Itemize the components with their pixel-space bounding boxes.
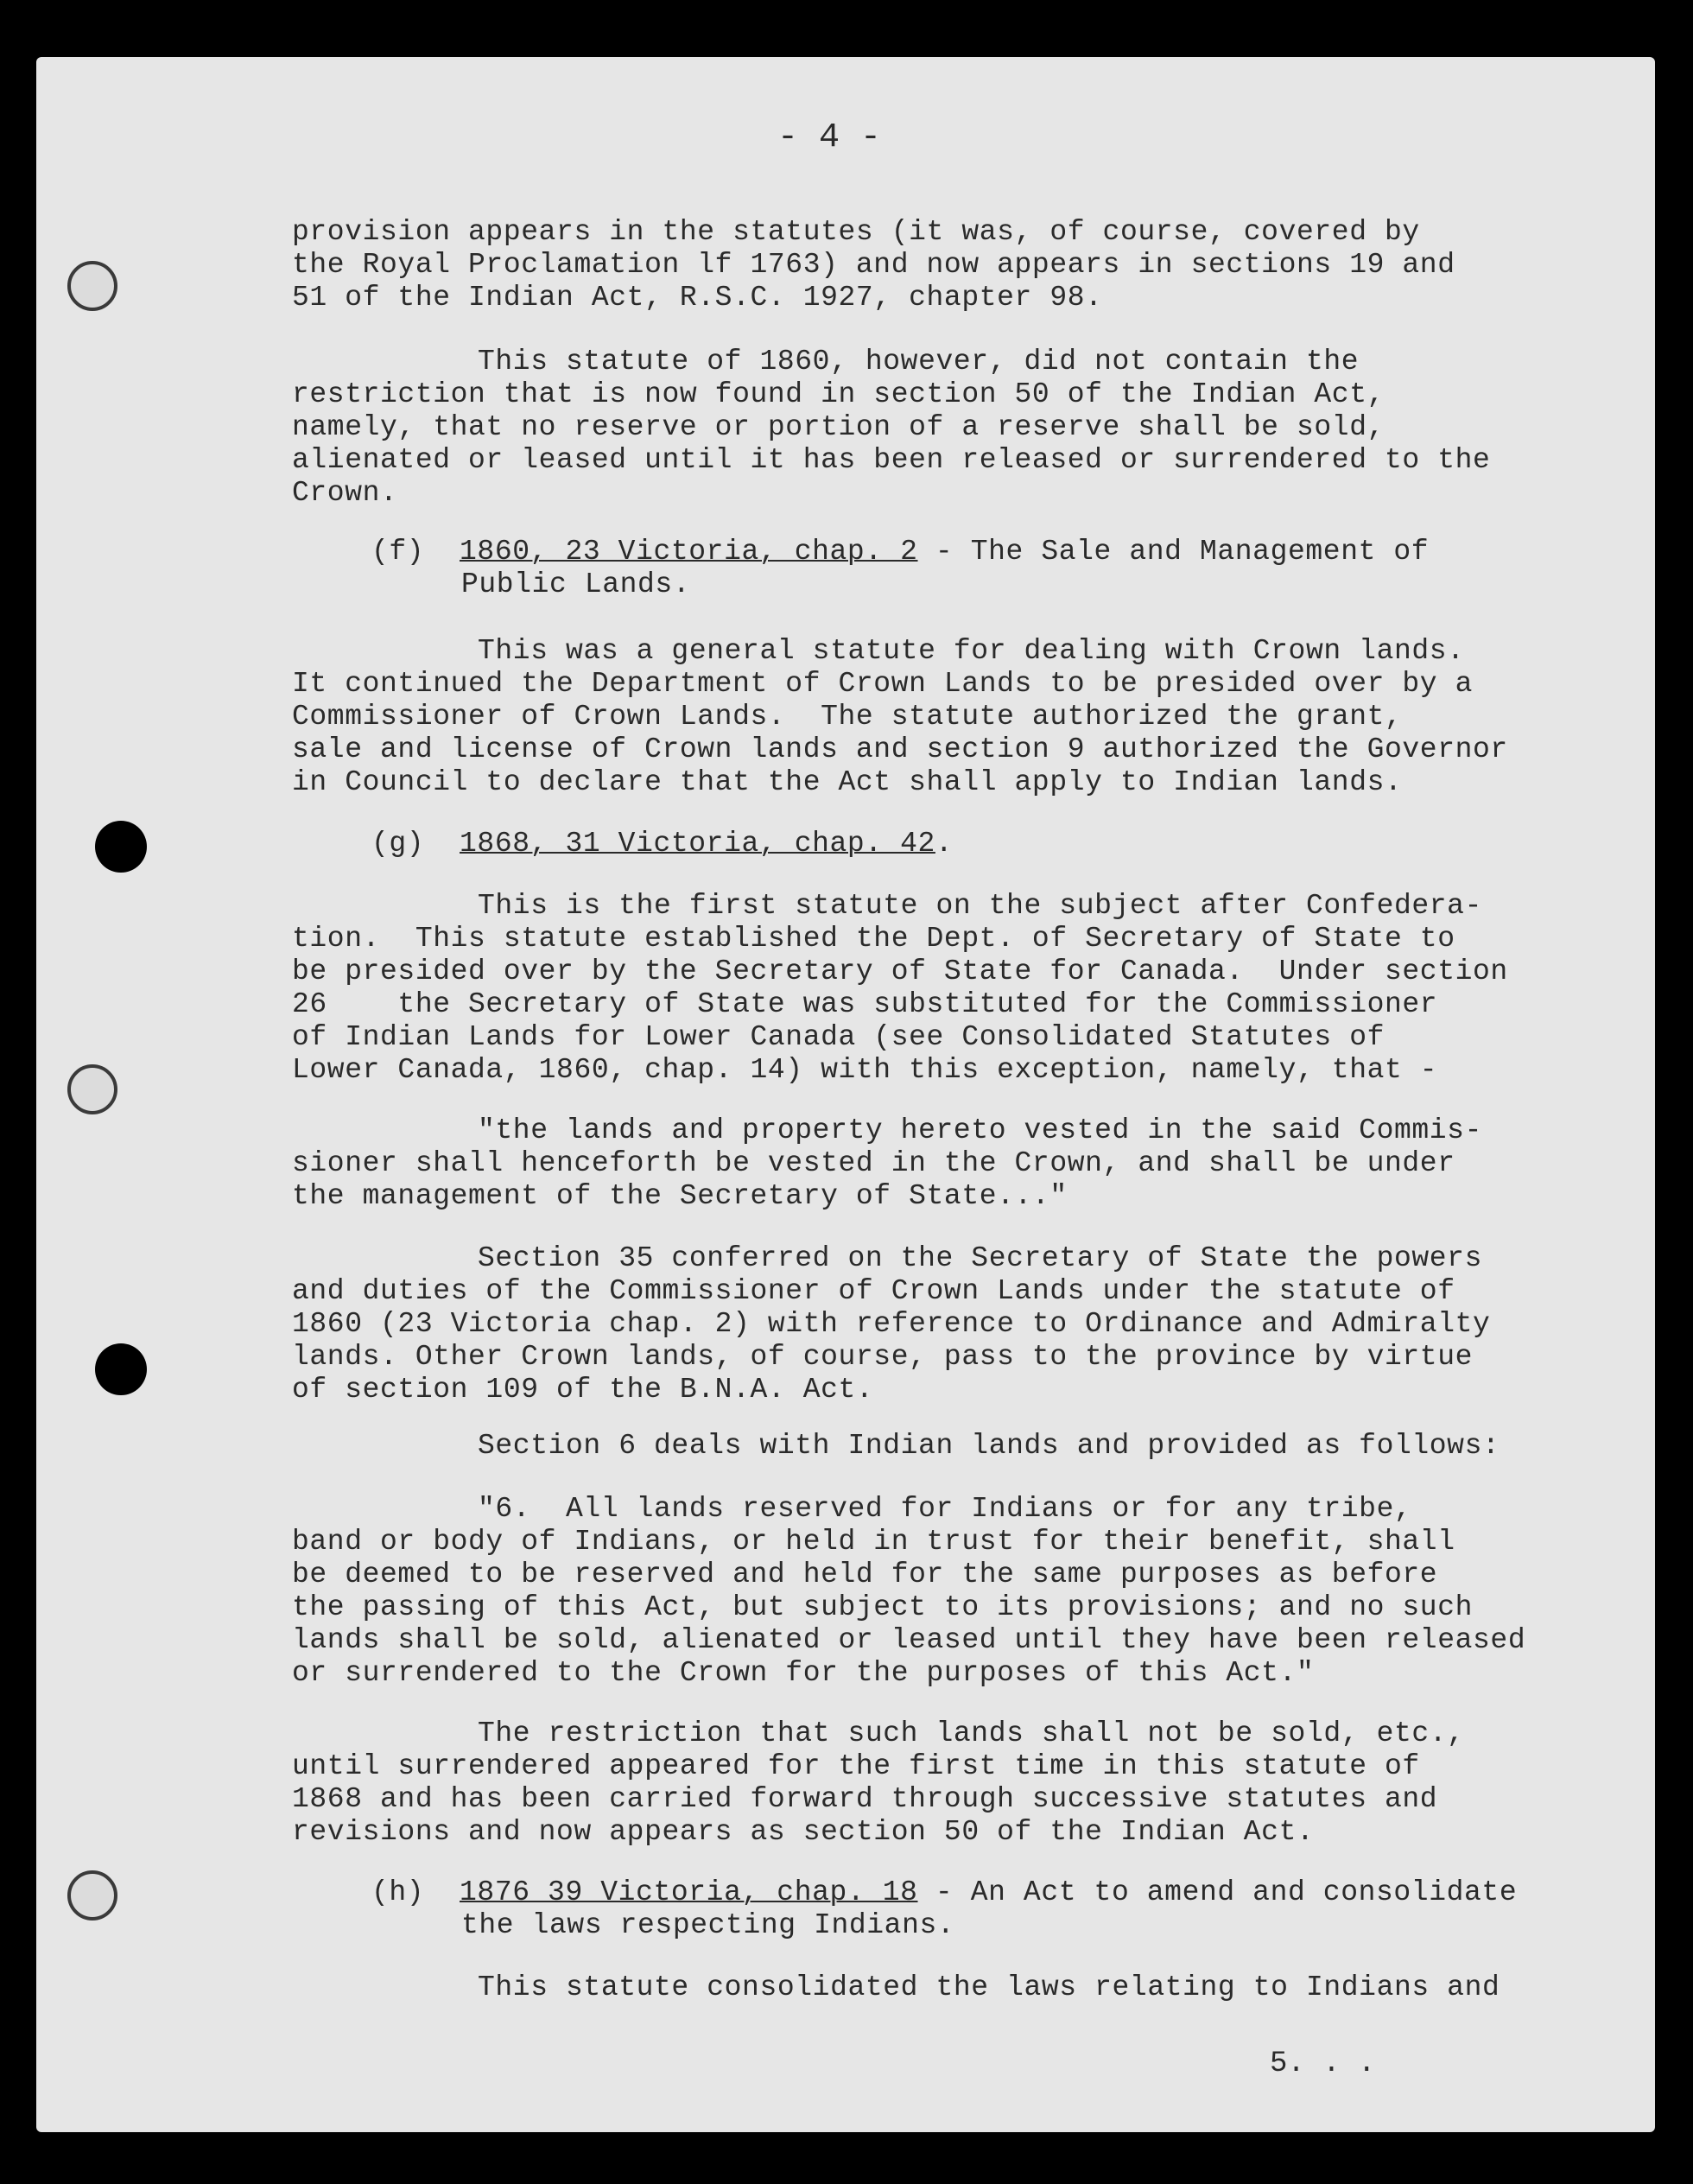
item-label: (g): [371, 828, 425, 860]
text-line: Public Lands.: [461, 568, 691, 600]
text-line: alienated or leased until it has been released or surrendered to the: [292, 444, 1491, 476]
item-f-heading: [371, 536, 1429, 568]
text-line: be presided over by the Secretary of State for Canada. Under section: [292, 956, 1508, 987]
text-line: Lower Canada, 1860, chap. 14) with this exception, namely, that -: [292, 1054, 1438, 1086]
text-line: in Council to declare that the Act shall apply to Indian lands.: [292, 766, 1403, 798]
statute-citation: 1860, 23 Victoria, chap. 2: [460, 536, 918, 568]
text-line: lands. Other Crown lands, of course, pass to the province by virtue: [292, 1341, 1474, 1373]
text-line: sale and license of Crown lands and section 9 authorized the Governor: [292, 733, 1508, 765]
text-line: of section 109 of the B.N.A. Act.: [292, 1374, 874, 1406]
quote-line: the passing of this Act, but subject to its provisions; and no such: [292, 1591, 1474, 1623]
binder-hole-open-1: [67, 261, 117, 311]
quote-line: or surrendered to the Crown for the purposes of this Act.": [292, 1657, 1315, 1689]
binder-hole-filled-1: [95, 821, 147, 873]
text-line: The restriction that such lands shall not be sold, etc.,: [478, 1717, 1465, 1749]
text-line: namely, that no reserve or portion of a reserve shall be sold,: [292, 411, 1385, 443]
page-number: - 4 -: [777, 118, 882, 157]
binder-hole-filled-2: [95, 1343, 147, 1395]
text-line: It continued the Department of Crown Lands to be presided over by a: [292, 668, 1474, 700]
statute-citation: 1876 39 Victoria, chap. 18: [460, 1876, 918, 1908]
text-line: revisions and now appears as section 50 of the Indian Act.: [292, 1816, 1315, 1848]
text-line: the laws respecting Indians.: [461, 1909, 955, 1941]
text-line: of Indian Lands for Lower Canada (see Consolidated Statutes of: [292, 1021, 1385, 1053]
statute-citation: 1868, 31 Victoria, chap. 42: [460, 828, 935, 860]
binder-hole-open-3: [67, 1870, 117, 1921]
quote-line: the management of the Secretary of State...": [292, 1180, 1068, 1212]
quote-line: be deemed to be reserved and held for the same purposes as before: [292, 1559, 1438, 1590]
text-line: This is the first statute on the subject after Confedera-: [478, 890, 1482, 922]
text-line: 51 of the Indian Act, R.S.C. 1927, chapter 98.: [292, 282, 1103, 314]
item-title: .: [935, 828, 954, 860]
item-title: - An Act to amend and consolidate: [917, 1876, 1518, 1908]
quote-line: lands shall be sold, alienated or leased until they have been released: [292, 1624, 1526, 1656]
text-line: tion. This statute established the Dept. of Secretary of State to: [292, 923, 1455, 955]
text-line: 1860 (23 Victoria chap. 2) with reference to Ordinance and Admiralty: [292, 1308, 1491, 1340]
text-line: This statute of 1860, however, did not contain the: [478, 346, 1360, 378]
text-line: and duties of the Commissioner of Crown Lands under the statute of: [292, 1275, 1455, 1307]
quote-line: band or body of Indians, or held in trust for their benefit, shall: [292, 1526, 1455, 1558]
item-label: (h): [371, 1876, 425, 1908]
text-line: 26 the Secretary of State was substituted for the Commissioner: [292, 988, 1438, 1020]
text-line: Section 35 conferred on the Secretary of State the powers: [478, 1242, 1482, 1274]
text-line: the Royal Proclamation lf 1763) and now appears in sections 19 and: [292, 249, 1455, 281]
binder-hole-open-2: [67, 1064, 117, 1114]
quote-line: "6. All lands reserved for Indians or for any tribe,: [478, 1493, 1412, 1525]
text-line: Commissioner of Crown Lands. The statute authorized the grant,: [292, 701, 1403, 733]
text-line: restriction that is now found in section 50 of the Indian Act,: [292, 378, 1385, 410]
item-label: (f): [371, 536, 425, 568]
item-title: - The Sale and Management of: [917, 536, 1430, 568]
text-line: This was a general statute for dealing with Crown lands.: [478, 635, 1465, 667]
quote-line: sioner shall henceforth be vested in the Crown, and shall be under: [292, 1147, 1455, 1179]
text-line: Section 6 deals with Indian lands and provided as follows:: [478, 1430, 1500, 1462]
item-h-heading: [371, 1876, 1517, 1909]
text-line: Crown.: [292, 477, 398, 509]
text-line: 1868 and has been carried forward through successive statutes and: [292, 1783, 1438, 1815]
quote-line: "the lands and property hereto vested in the said Commis-: [478, 1114, 1482, 1146]
text-line: provision appears in the statutes (it was, of course, covered by: [292, 216, 1420, 248]
text-line: This statute consolidated the laws relating to Indians and: [478, 1971, 1500, 2003]
text-line: until surrendered appeared for the first time in this statute of: [292, 1750, 1420, 1782]
item-g-heading: [371, 828, 953, 860]
continuation-marker: 5. . .: [1270, 2048, 1376, 2080]
